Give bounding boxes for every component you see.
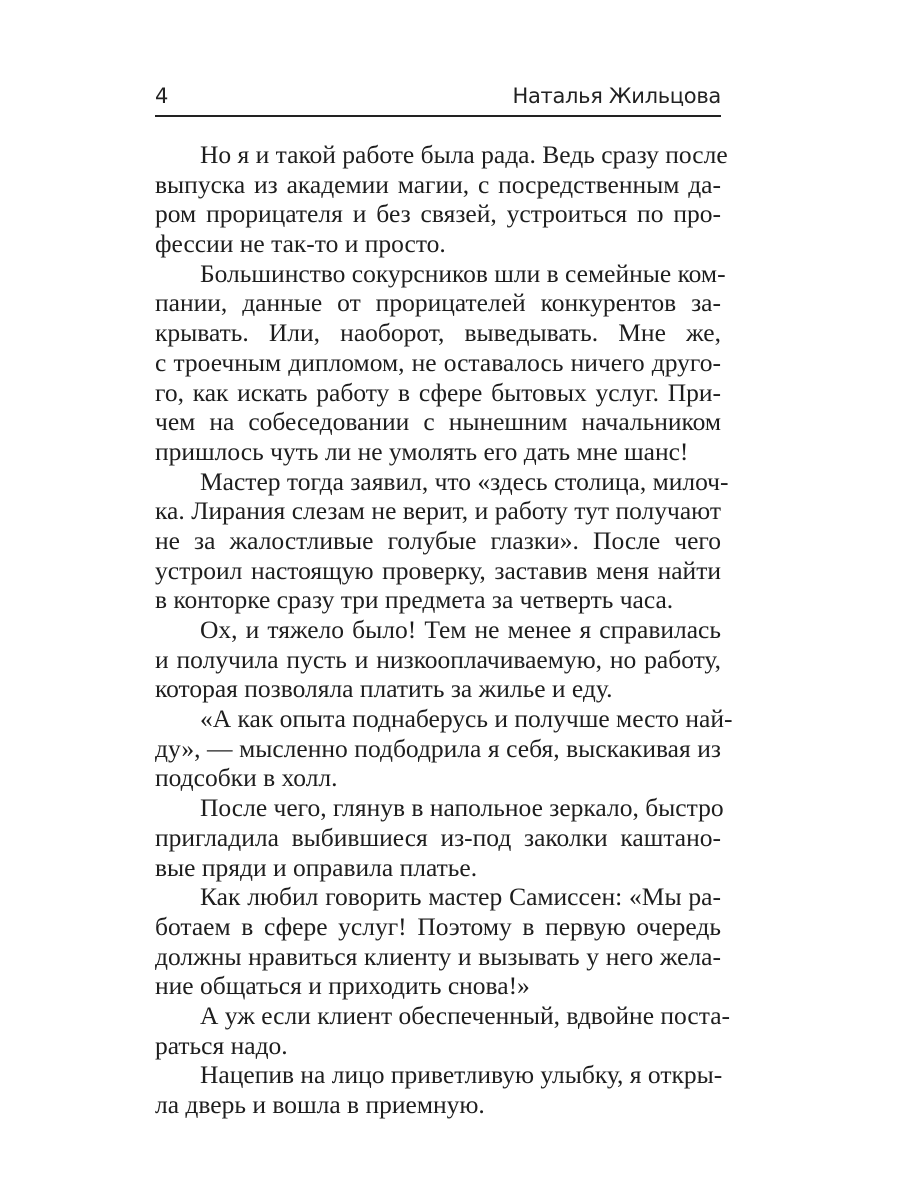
text-line: ла дверь и вошла в приемную. <box>155 1090 485 1119</box>
text-line: пригладила выбившиеся из-под заколки каштано- <box>155 822 721 852</box>
text-line: вые пряди и оправила платье. <box>155 852 478 882</box>
body-text <box>155 140 733 1120</box>
text-line: ка. Лирания слезам не верит, и работу тут получают <box>155 496 721 526</box>
paragraph <box>155 882 721 1001</box>
paragraph <box>155 1000 731 1060</box>
text-line: которая позволяла платить за жилье и еду. <box>155 674 613 704</box>
text-line: ду», — мысленно подбодрила я себя, выскакивая из <box>155 733 721 763</box>
text-line: Но я и такой работе была рада. Ведь сразу после <box>200 140 728 169</box>
text-line: Как любил говорить мастер Самиссен: «Мы ра- <box>200 882 721 912</box>
text-line: Мастер тогда заявил, что «здесь столица, милоч- <box>200 466 729 496</box>
text-line: После чего, глянув в напольное зеркало, быстро <box>200 793 724 823</box>
text-line: должны нравиться клиенту и вызывать у него жела- <box>155 941 721 971</box>
text-line: «А как опыта поднаберусь и получше место най- <box>200 704 733 734</box>
text-line: устроил настоящую проверку, заставив меня найти <box>155 555 721 585</box>
text-line: А уж если клиент обеспеченный, вдвойне поста- <box>200 1000 731 1030</box>
text-line: пании, данные от прорицателей конкурентов за- <box>155 288 721 318</box>
text-line: подсобки в холл. <box>155 763 338 793</box>
running-header <box>155 84 721 114</box>
text-line: ние общаться и приходить снова!» <box>155 971 530 1001</box>
header-rule <box>155 115 721 117</box>
paragraph <box>155 704 733 793</box>
text-line: Ох, и тяжело было! Тем не менее я справилась <box>200 615 721 644</box>
text-line: Большинство сокурсников шли в семейные ком- <box>200 258 726 288</box>
paragraph <box>155 615 721 704</box>
text-line: раться надо. <box>155 1030 288 1060</box>
text-line: выпуска из академии магии, с посредственным да- <box>155 169 721 199</box>
text-line: ботаем в сфере услуг! Поэтому в первую очередь <box>155 911 721 941</box>
page-number: 4 <box>155 84 169 108</box>
paragraph <box>155 793 724 882</box>
text-line: и получила пусть и низкооплачиваемую, но работу, <box>155 644 721 674</box>
text-line: не за жалостливые голубые глазки». После чего <box>155 525 721 555</box>
text-line: в конторке сразу три предмета за четверть часа. <box>155 585 674 615</box>
paragraph <box>155 258 726 467</box>
paragraph <box>155 140 728 259</box>
text-line: Нацепив на лицо приветливую улыбку, я откры- <box>200 1060 723 1090</box>
running-title-author: Наталья Жильцова <box>512 84 721 108</box>
paragraph <box>155 466 729 615</box>
text-line: фессии не так-то и просто. <box>155 229 446 259</box>
text-line: с троечным дипломом, не оставалось ничего друго- <box>155 347 721 377</box>
text-line: чем на собеседовании с нынешним начальником <box>155 407 721 437</box>
text-line: крывать. Или, наоборот, выведывать. Мне же, <box>155 318 721 348</box>
paragraph <box>155 1060 721 1119</box>
text-line: пришлось чуть ли не умолять его дать мне шанс! <box>155 436 689 466</box>
text-line: го, как искать работу в сфере бытовых услуг. При- <box>155 377 721 407</box>
text-line: ром прорицателя и без связей, устроиться по про- <box>155 199 721 229</box>
